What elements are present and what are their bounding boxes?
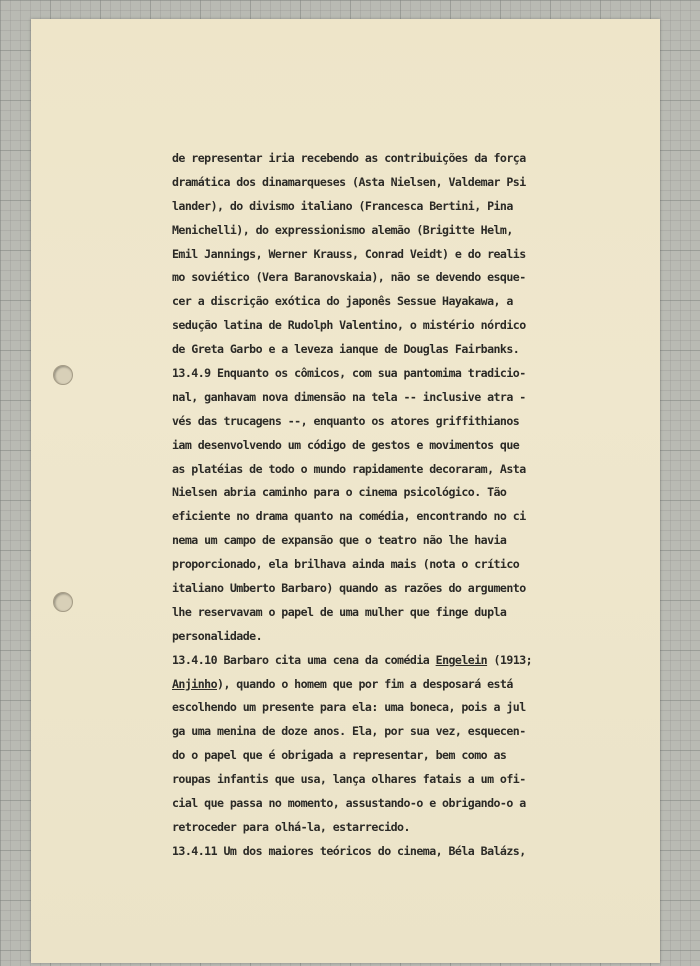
text-segment: lander), do divismo italiano (Francesca Bertini, Pina <box>172 198 513 213</box>
text-segment: retroceder para olhá-la, estarrecido. <box>172 819 410 834</box>
text-segment: nema um campo de expansão que o teatro não lhe havia <box>172 533 507 548</box>
text-line <box>172 625 652 649</box>
text-line <box>172 458 652 482</box>
punch-hole-top <box>53 365 73 385</box>
text-line <box>172 481 652 505</box>
text-segment: lhe reservavam o papel de uma mulher que finge dupla <box>172 604 507 619</box>
body-text <box>172 147 652 864</box>
text-segment: (1913; <box>487 652 533 667</box>
text-line <box>172 243 652 267</box>
underlined-title: Engelein <box>435 652 488 667</box>
text-line <box>172 792 652 816</box>
text-segment: escolhendo um presente para ela: uma boneca, pois a jul <box>172 700 526 715</box>
text-line <box>172 720 652 744</box>
text-line <box>172 290 652 314</box>
text-segment: cer a discrição exótica do japonês Sessue Hayakawa, a <box>172 294 513 309</box>
text-line <box>172 147 652 171</box>
text-line <box>172 410 652 434</box>
text-segment: do o papel que é obrigada a representar, bem como as <box>172 748 507 763</box>
text-segment: as platéias de todo o mundo rapidamente decoraram, Asta <box>172 461 526 476</box>
text-line <box>172 768 652 792</box>
text-line <box>172 219 652 243</box>
text-segment: ), quando o homem que por fim a desposará está <box>217 676 513 691</box>
text-line <box>172 577 652 601</box>
text-segment: eficiente no drama quanto na comédia, encontrando no ci <box>172 509 526 524</box>
text-line <box>172 649 652 673</box>
text-segment: vés das trucagens --, enquanto os atores griffithianos <box>172 413 520 428</box>
text-line <box>172 434 652 458</box>
text-line <box>172 744 652 768</box>
text-segment: italiano Umberto Barbaro) quando as razões do argumento <box>172 581 526 596</box>
text-segment: roupas infantis que usa, lança olhares fatais a um ofi- <box>172 772 526 787</box>
text-line <box>172 195 652 219</box>
text-segment: Menichelli), do expressionismo alemão (Brigitte Helm, <box>172 222 513 237</box>
text-line <box>172 816 652 840</box>
text-segment: mo soviético (Vera Baranovskaia), não se devendo esque- <box>172 270 526 285</box>
text-line <box>172 840 652 864</box>
text-segment: cial que passa no momento, assustando-o e obrigando-o a <box>172 796 526 811</box>
text-line <box>172 529 652 553</box>
punch-hole-bottom <box>53 592 73 612</box>
text-line <box>172 314 652 338</box>
text-segment: 13.4.9 Enquanto os cômicos, com sua pantomima tradicio- <box>172 366 526 381</box>
text-segment: Emil Jannings, Werner Krauss, Conrad Veidt) e do realis <box>172 246 526 261</box>
text-segment: 13.4.10 Barbaro cita uma cena da comédia <box>172 652 436 667</box>
text-segment: iam desenvolvendo um código de gestos e movimentos que <box>172 437 520 452</box>
text-segment: dramática dos dinamarqueses (Asta Nielsen, Valdemar Psi <box>172 174 526 189</box>
text-line <box>172 505 652 529</box>
text-segment: sedução latina de Rudolph Valentino, o mistério nórdico <box>172 318 526 333</box>
text-segment: 13.4.11 Um dos maiores teóricos do cinema, Béla Balázs, <box>172 843 526 858</box>
text-segment: proporcionado, ela brilhava ainda mais (nota o crítico <box>172 557 520 572</box>
text-segment: de representar iria recebendo as contribuições da força <box>172 151 526 165</box>
text-segment: nal, ganhavam nova dimensão na tela -- inclusive atra - <box>172 389 526 404</box>
underlined-title: Anjinho <box>172 676 218 691</box>
text-line <box>172 673 652 697</box>
text-segment: ga uma menina de doze anos. Ela, por sua vez, esquecen- <box>172 724 526 739</box>
text-line <box>172 266 652 290</box>
text-line <box>172 362 652 386</box>
text-segment: Nielsen abria caminho para o cinema psicológico. Tão <box>172 485 507 500</box>
text-line <box>172 171 652 195</box>
text-segment: de Greta Garbo e a leveza ianque de Douglas Fairbanks. <box>172 342 520 357</box>
text-line <box>172 386 652 410</box>
text-segment: personalidade. <box>172 628 263 643</box>
text-line <box>172 696 652 720</box>
text-line <box>172 553 652 577</box>
text-line <box>172 601 652 625</box>
text-line <box>172 338 652 362</box>
